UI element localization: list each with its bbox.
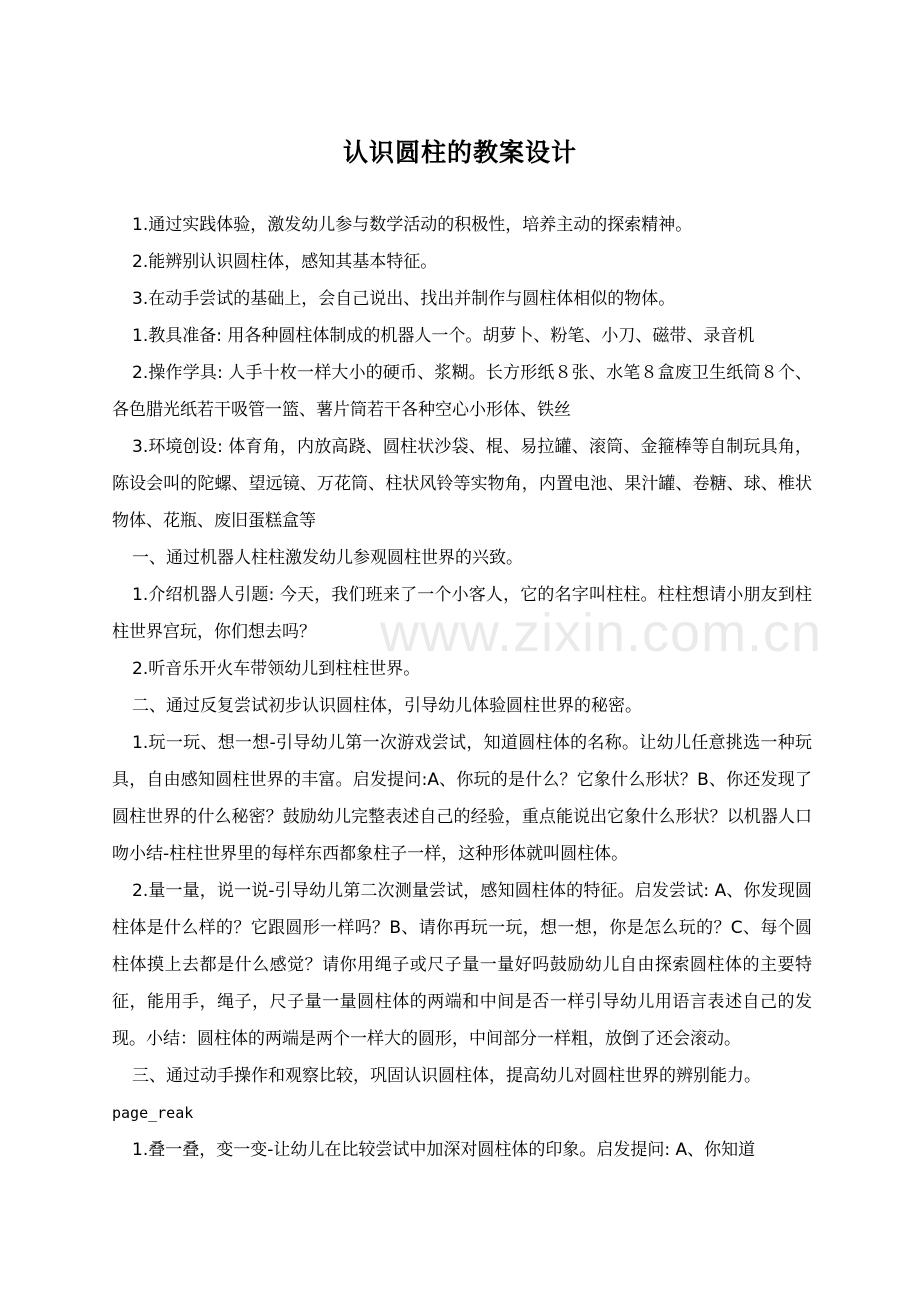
page-break-marker: page_reak bbox=[112, 1104, 194, 1122]
paragraph: 1.叠一叠，变一变-让幼儿在比较尝试中加深对圆柱体的印象。启发提问: A、你知道 bbox=[132, 1140, 756, 1160]
section-heading: 二、通过反复尝试初步认识圆柱体，引导幼儿体验圆柱世界的秘密。 bbox=[132, 696, 642, 716]
page-title: 认识圆柱的教案设计 bbox=[342, 137, 577, 167]
document-body bbox=[112, 207, 812, 1169]
paragraph: 2.量一量，说一说-引导幼儿第二次测量尝试，感知圆柱体的特征。启发尝试: A、你发现圆柱体是什么样的？它跟圆形一样吗？B、请你再玩一玩，想一想，你是怎么玩的？C、每个圆柱体摸上去都是什么感觉？请你用绳子或尺子量一量好吗鼓励幼儿自由探索圆柱体的主要特征，能用手，绳子，尺子量一量圆柱体的两端和中间是否一样引导幼儿用语言表述自己的发现。小结：圆柱体的两端是两个一样大的圆形，中间部分一样粗，放倒了还会滚动。 bbox=[112, 881, 812, 1049]
paragraph: 1.教具准备: 用各种圆柱体制成的机器人一个。胡萝卜、粉笔、小刀、磁带、录音机 bbox=[132, 326, 755, 346]
section-heading: 三、通过动手操作和观察比较，巩固认识圆柱体，提高幼儿对圆柱世界的辨别能力。 bbox=[132, 1066, 761, 1086]
paragraph: 3.在动手尝试的基础上，会自己说出、找出并制作与圆柱体相似的物体。 bbox=[132, 289, 676, 309]
watermark: www.zixin.com.cn bbox=[380, 603, 823, 663]
paragraph: 1.介绍机器人引题: 今天，我们班来了一个小客人，它的名字叫柱柱。柱柱想请小朋友到柱柱世界宫玩，你们想去吗？ bbox=[112, 585, 812, 642]
section-heading: 一、通过机器人柱柱激发幼儿参观圆柱世界的兴致。 bbox=[132, 548, 523, 568]
paragraph: 2.听音乐开火车带领幼儿到柱柱世界。 bbox=[132, 659, 421, 679]
paragraph: 2.能辨别认识圆柱体，感知其基本特征。 bbox=[132, 252, 438, 272]
paragraph: 3.环境创设: 体育角，内放高跷、圆柱状沙袋、棍、易拉罐、滚筒、金箍棒等自制玩具角，陈设会叫的陀螺、望远镜、万花筒、柱状风铃等实物角，内置电池、果汁罐、卷糖、球、椎状物体、花瓶、废旧蛋糕盒等 bbox=[112, 437, 812, 531]
paragraph: 1.通过实践体验，激发幼儿参与数学活动的积极性，培养主动的探索精神。 bbox=[132, 215, 693, 235]
paragraph: 2.操作学具: 人手十枚一样大小的硬币、浆糊。长方形纸８张、水笔８盒废卫生纸筒８个、各色腊光纸若干吸管一篮、薯片筒若干各种空心小形体、铁丝 bbox=[112, 363, 812, 420]
paragraph: 1.玩一玩、想一想-引导幼儿第一次游戏尝试，知道圆柱体的名称。让幼儿任意挑选一种玩具，自由感知圆柱世界的丰富。启发提问:A、你玩的是什么？它象什么形状？B、你还发现了圆柱世界的什么秘密？鼓励幼儿完整表述自己的经验，重点能说出它象什么形状？以机器人口吻小结-柱柱世界里的每样东西都象柱子一样，这种形体就叫圆柱体。 bbox=[112, 733, 812, 864]
